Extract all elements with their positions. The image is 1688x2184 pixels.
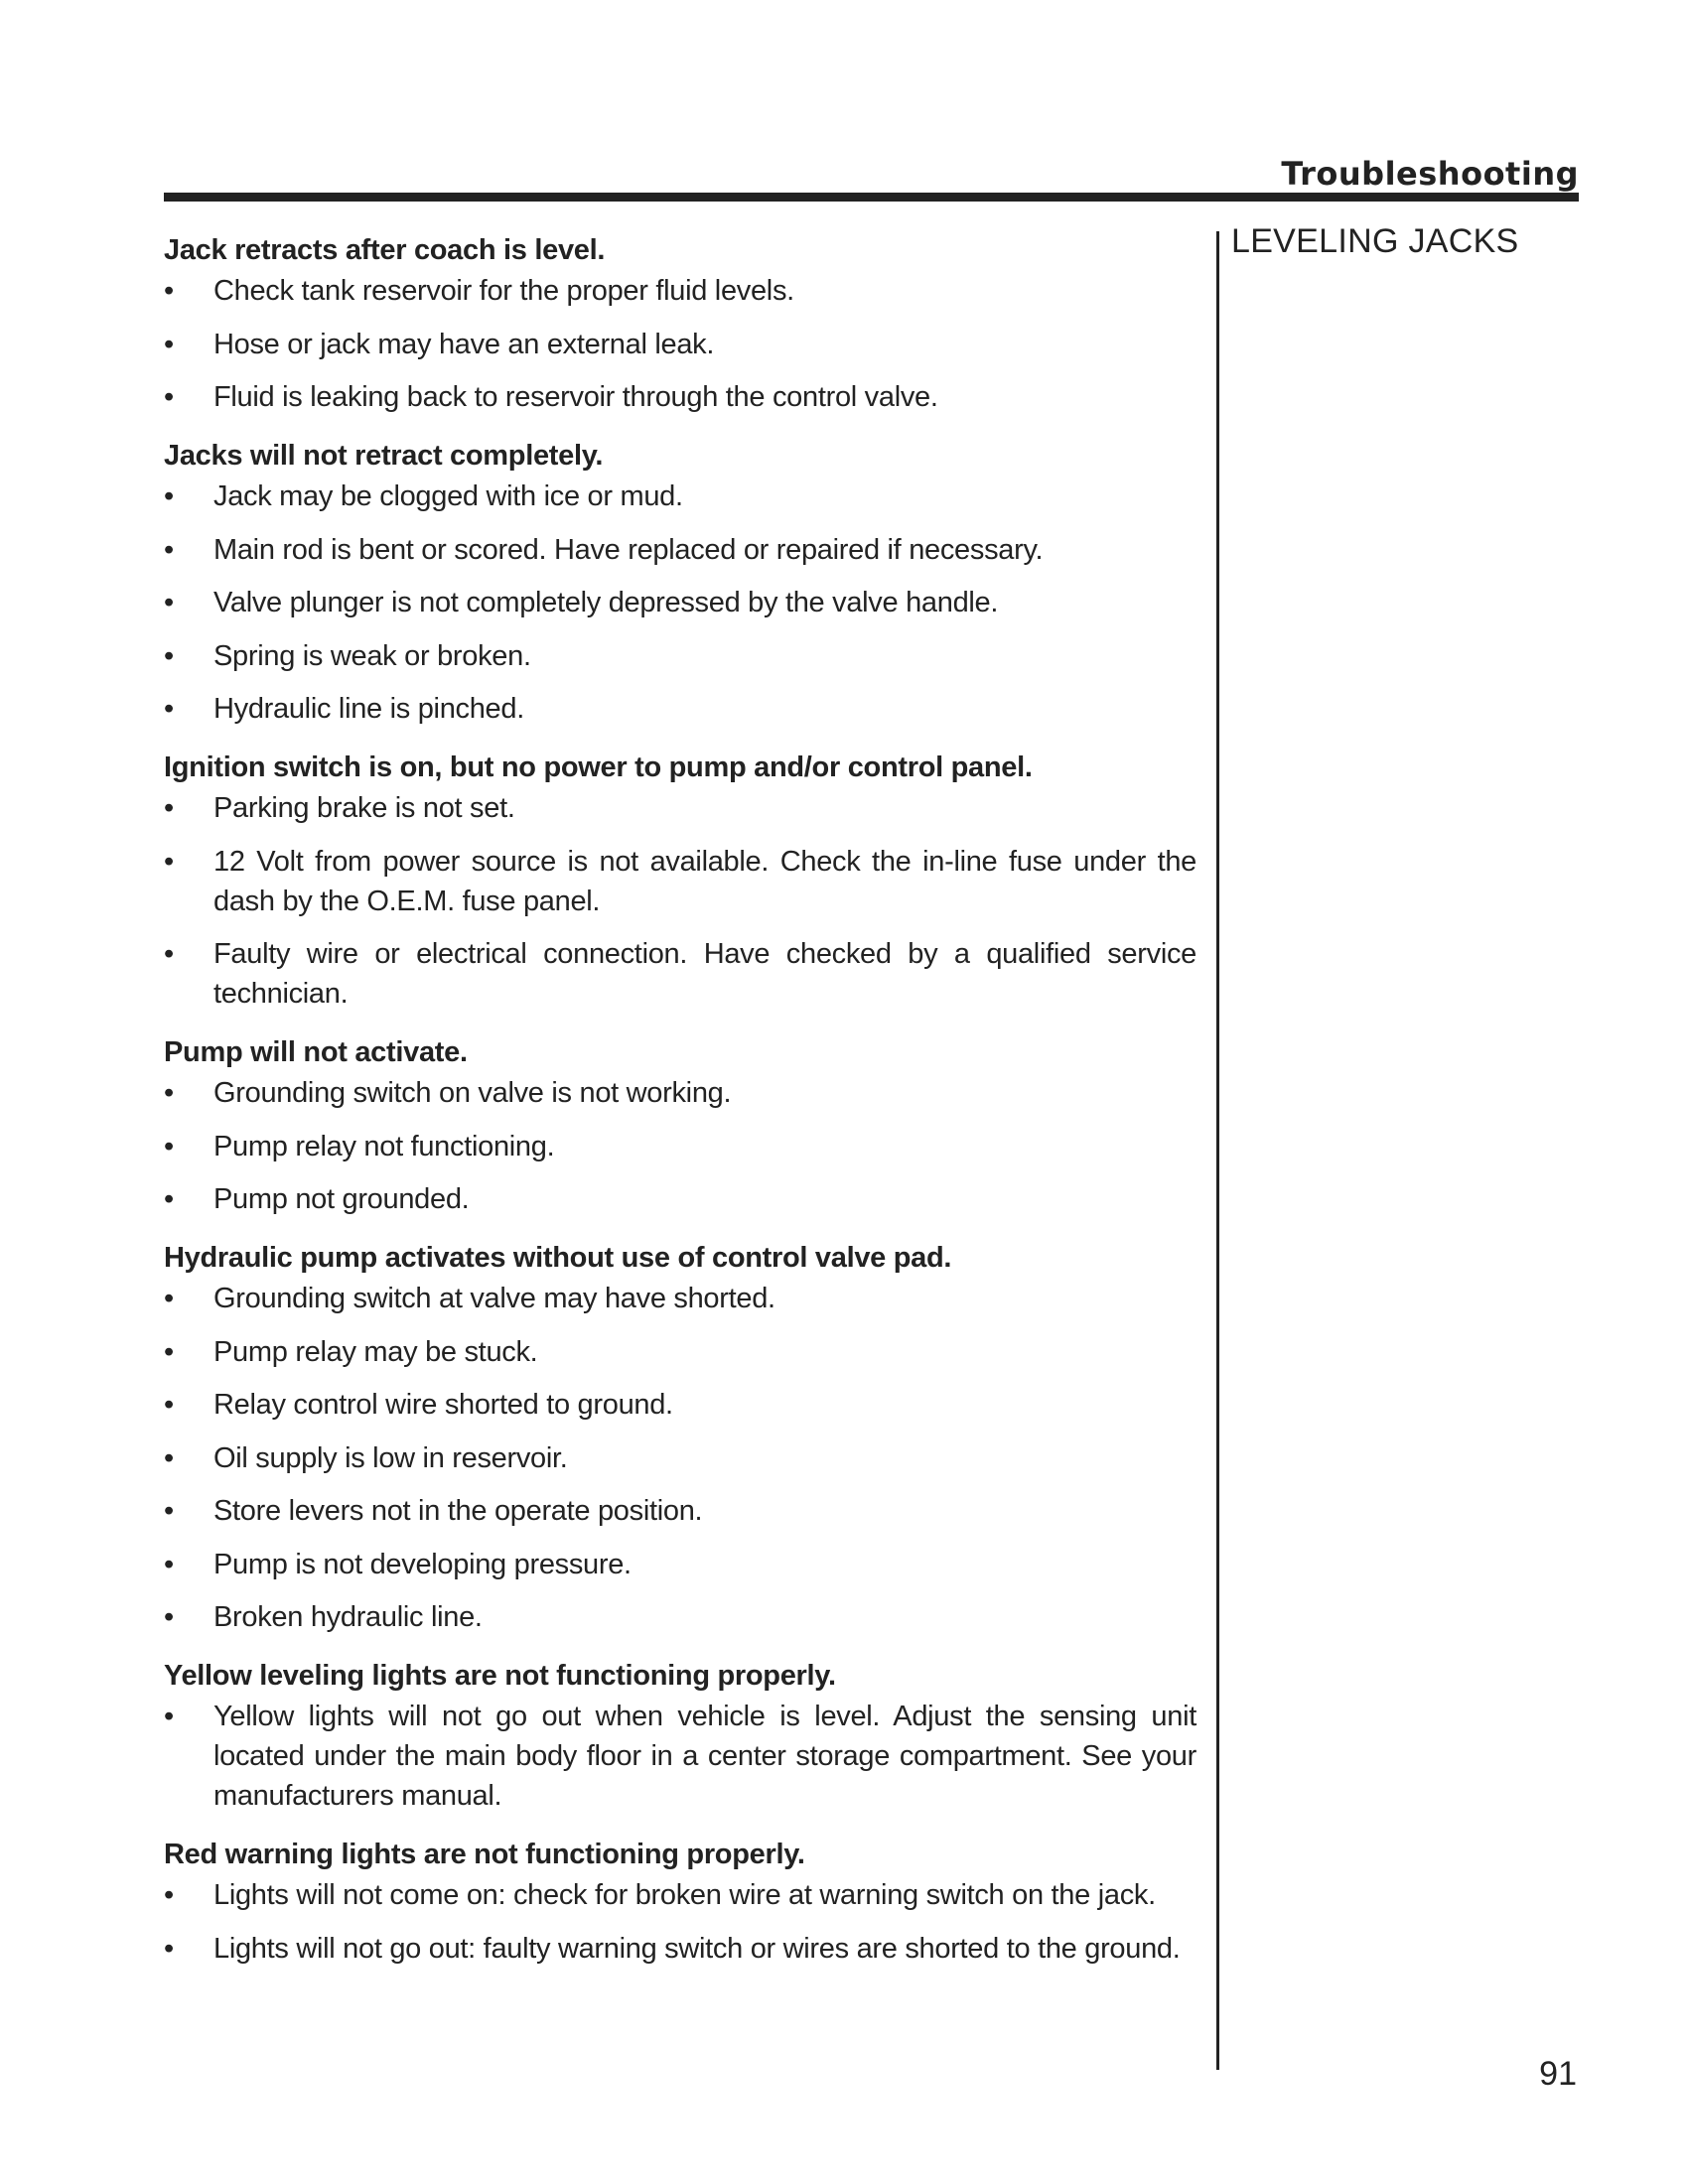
list-item (164, 842, 1196, 921)
list-item-text: Relay control wire shorted to ground. (213, 1389, 673, 1421)
bullet-icon: • (164, 693, 175, 725)
bullet-icon: • (164, 1495, 175, 1527)
bullet-icon: • (164, 1389, 175, 1421)
list-item (164, 271, 1196, 311)
header-rule (164, 193, 1579, 202)
list-item-text: Pump not grounded. (213, 1183, 470, 1215)
troubleshooting-section (164, 229, 1196, 417)
list-item-text: Check tank reservoir for the proper fluid levels. (213, 275, 794, 307)
page-number: 91 (1539, 2055, 1577, 2093)
bullet-icon: • (164, 792, 175, 824)
bullet-icon: • (164, 381, 175, 413)
troubleshooting-section (164, 1834, 1196, 1969)
list-item (164, 1179, 1196, 1219)
list-item-text: Broken hydraulic line. (213, 1601, 483, 1633)
bullet-icon: • (164, 587, 175, 618)
troubleshooting-section (164, 1237, 1196, 1637)
main-content (164, 229, 1196, 1986)
list-item (164, 325, 1196, 364)
list-item-text: Yellow lights will not go out when vehicle is level. Adjust the sensing unit located under the main body floor in a center storage compartment. See your manufacturers manual. (213, 1701, 1196, 1812)
list-item (164, 1697, 1196, 1816)
list-item-text: Valve plunger is not completely depressed by the valve handle. (213, 587, 999, 618)
list-item-text: Jack may be clogged with ice or mud. (213, 480, 683, 512)
list-item-text: Hydraulic line is pinched. (213, 693, 524, 725)
bullet-icon: • (164, 533, 175, 566)
section-heading: Jack retracts after coach is level. (164, 234, 606, 266)
section-heading: Hydraulic pump activates without use of control valve pad. (164, 1242, 952, 1274)
bullet-icon: • (164, 1077, 175, 1109)
bullet-icon: • (164, 1601, 175, 1633)
list-item (164, 1875, 1196, 1915)
list-item-text: Pump is not developing pressure. (213, 1548, 632, 1580)
list-item-text: Grounding switch on valve is not working. (213, 1077, 732, 1109)
list-item (164, 1073, 1196, 1113)
list-item (164, 1332, 1196, 1372)
page-header-title: Troubleshooting (1281, 155, 1579, 193)
list-item-text: Parking brake is not set. (213, 792, 515, 824)
list-item-text: Fluid is leaking back to reservoir through the control valve. (213, 381, 938, 413)
sidebar-title: LEVELING JACKS (1231, 222, 1519, 260)
bullet-icon: • (164, 1283, 175, 1314)
list-item-text: Lights will not come on: check for broken wire at warning switch on the jack. (213, 1879, 1156, 1911)
section-heading: Pump will not activate. (164, 1036, 468, 1068)
list-item (164, 1597, 1196, 1637)
troubleshooting-section (164, 435, 1196, 729)
bullet-icon: • (164, 1879, 175, 1911)
bullet-icon: • (164, 1441, 175, 1474)
bullet-icon: • (164, 1335, 175, 1368)
list-item (164, 1127, 1196, 1166)
bullet-icon: • (164, 1183, 175, 1215)
list-item-text: Pump relay not functioning. (213, 1130, 555, 1162)
list-item-text: Faulty wire or electrical connection. Have checked by a qualified service technician. (213, 938, 1196, 1010)
list-item (164, 1491, 1196, 1531)
list-item-text: Grounding switch at valve may have shorted. (213, 1283, 775, 1314)
troubleshooting-section (164, 1655, 1196, 1816)
list-item (164, 636, 1196, 676)
list-item-text: Lights will not go out: faulty warning switch or wires are shorted to the ground. (213, 1932, 1181, 1965)
list-item (164, 788, 1196, 828)
list-item (164, 934, 1196, 1014)
list-item-text: Main rod is bent or scored. Have replaced or repaired if necessary. (213, 533, 1044, 566)
list-item-text: Hose or jack may have an external leak. (213, 328, 715, 360)
list-item-text: Store levers not in the operate position. (213, 1495, 703, 1527)
list-item (164, 477, 1196, 516)
section-heading: Ignition switch is on, but no power to pump and/or control panel. (164, 751, 1033, 783)
section-heading: Jacks will not retract completely. (164, 440, 604, 472)
bullet-icon: • (164, 1932, 175, 1965)
list-item-text: Spring is weak or broken. (213, 639, 531, 672)
list-item-text: 12 Volt from power source is not available. Check the in-line fuse under the dash by the O.E.M. fuse panel. (213, 845, 1196, 917)
bullet-icon: • (164, 328, 175, 360)
list-item (164, 1929, 1196, 1969)
list-item (164, 530, 1196, 570)
list-item (164, 1545, 1196, 1584)
bullet-icon: • (164, 1548, 175, 1580)
bullet-icon: • (164, 845, 175, 878)
bullet-icon: • (164, 938, 175, 970)
bullet-icon: • (164, 480, 175, 512)
bullet-icon: • (164, 1701, 175, 1732)
list-item (164, 1385, 1196, 1425)
list-item (164, 1279, 1196, 1318)
bullet-icon: • (164, 275, 175, 307)
bullet-icon: • (164, 639, 175, 672)
section-heading: Yellow leveling lights are not functioning properly. (164, 1660, 836, 1692)
bullet-icon: • (164, 1130, 175, 1162)
list-item (164, 1438, 1196, 1478)
section-heading: Red warning lights are not functioning properly. (164, 1839, 805, 1870)
list-item (164, 377, 1196, 417)
troubleshooting-section (164, 747, 1196, 1014)
list-item-text: Oil supply is low in reservoir. (213, 1441, 568, 1474)
troubleshooting-section (164, 1031, 1196, 1219)
list-item (164, 689, 1196, 729)
list-item-text: Pump relay may be stuck. (213, 1335, 538, 1368)
sidebar-divider (1216, 231, 1219, 2070)
list-item (164, 583, 1196, 622)
